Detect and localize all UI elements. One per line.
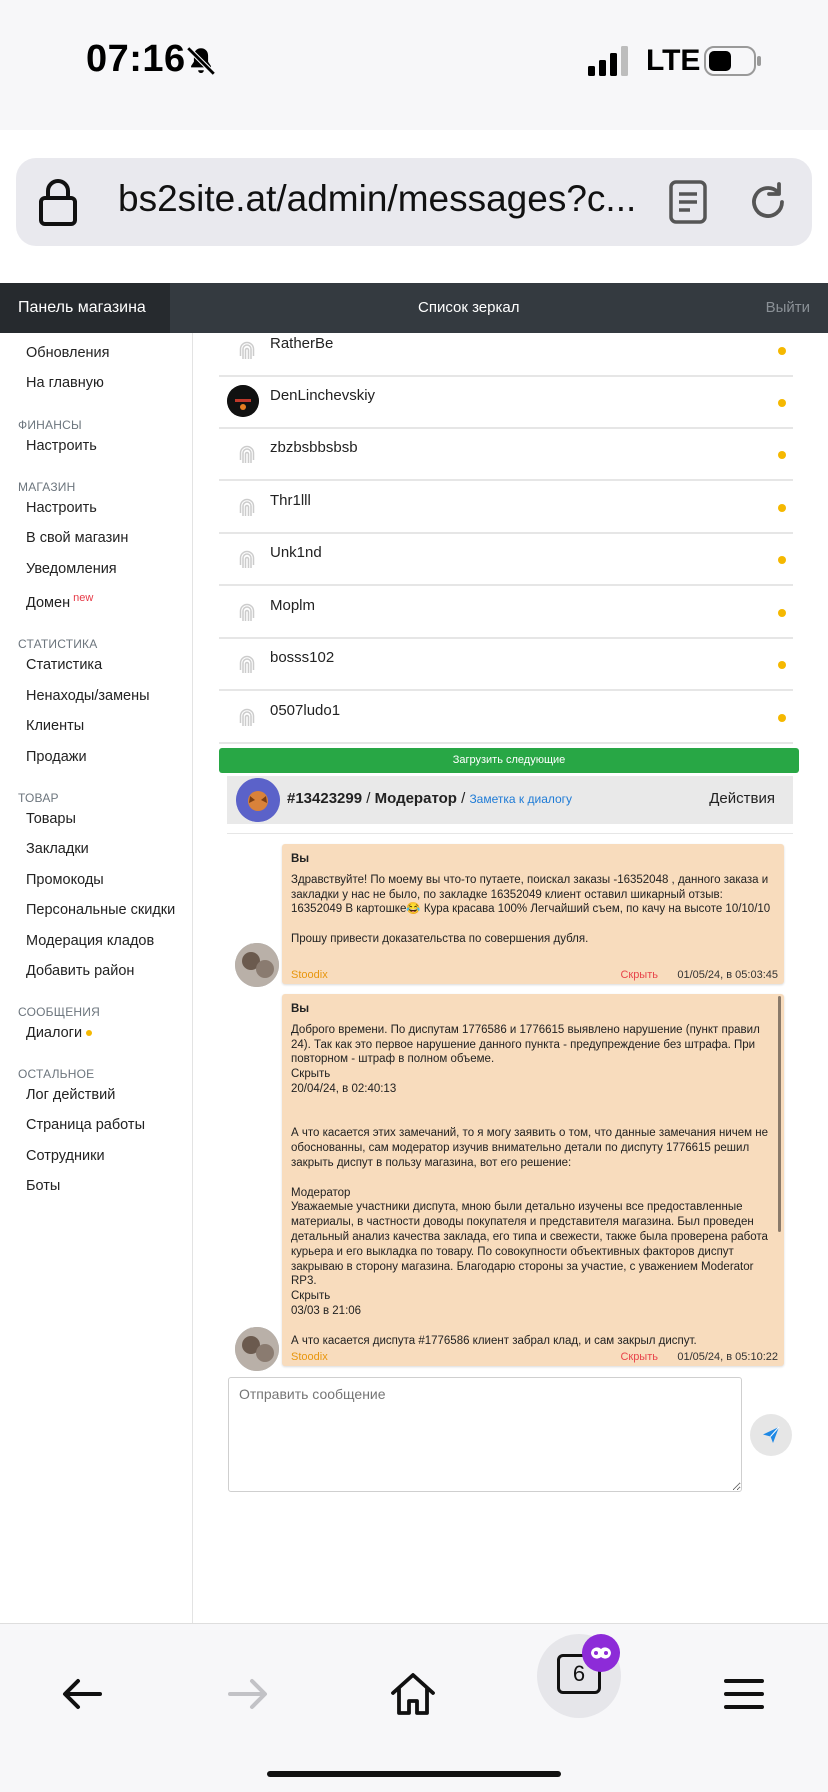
fingerprint-avatar-icon xyxy=(235,706,259,730)
sidebar-item-shop-settings[interactable]: Настроить xyxy=(26,500,97,516)
sidebar-section-finance: ФИНАНСЫ xyxy=(18,418,82,432)
status-dot xyxy=(778,556,786,564)
chat-role: Модератор xyxy=(374,790,457,807)
dialog-row[interactable] xyxy=(219,377,793,429)
url-text[interactable]: bs2site.at/admin/messages?c... xyxy=(118,178,637,219)
sidebar-item-bots[interactable]: Боты xyxy=(26,1178,61,1194)
sidebar-item-domain[interactable] xyxy=(26,592,93,611)
message-body: Здравствуйте! По моему вы что-то путаете, поискал заказы -16352048 , данного заказа и закладки у нас не было, по закладке 16352049 клиент оставил шикарный отзыв: 16352049 В картошке😂 Кура красава 100% Легчайший съем, по качу на высоте 10/10/10 Прошу привести доказательства по совершения дубля. xyxy=(291,873,771,945)
status-dot xyxy=(778,504,786,512)
message-bubble xyxy=(282,994,784,1366)
sidebar-item-updates[interactable]: Обновления xyxy=(26,345,110,361)
unread-dot xyxy=(86,1030,92,1036)
dialog-row[interactable] xyxy=(219,482,793,534)
avatar xyxy=(227,385,259,417)
fingerprint-avatar-icon xyxy=(235,443,259,467)
sidebar-item-my-shop[interactable]: В свой магазин xyxy=(26,530,129,546)
sidebar-item-statistics[interactable]: Статистика xyxy=(26,657,103,673)
sidebar-item-dialogs[interactable] xyxy=(26,1025,92,1041)
message-sender: Stoodix xyxy=(291,969,328,981)
status-dot xyxy=(778,399,786,407)
message-scrollbar[interactable] xyxy=(778,996,781,1232)
address-bar[interactable] xyxy=(16,158,812,246)
dialog-row[interactable] xyxy=(219,534,793,586)
sidebar-section-stats: СТАТИСТИКА xyxy=(18,637,98,651)
dialog-name: 0507ludo1 xyxy=(270,702,341,719)
sidebar-item-sales[interactable]: Продажи xyxy=(26,749,87,765)
mirrors-link[interactable]: Список зеркал xyxy=(418,299,520,316)
send-icon xyxy=(761,1425,781,1445)
sidebar-item-replacements[interactable]: Ненаходы/замены xyxy=(26,688,150,704)
fingerprint-avatar-icon xyxy=(235,496,259,520)
message-bubble xyxy=(282,844,784,984)
chat-title-sep: / xyxy=(366,790,371,807)
dialog-name: bosss102 xyxy=(270,649,335,666)
dialog-row[interactable] xyxy=(219,325,793,377)
hide-link[interactable]: Скрыть xyxy=(620,1351,658,1363)
message-footer xyxy=(291,1350,778,1364)
load-more-button[interactable]: Загрузить следующие xyxy=(219,748,799,773)
dialog-row[interactable] xyxy=(219,639,793,691)
sidebar-item-work-page[interactable]: Страница работы xyxy=(26,1117,145,1133)
message-time: 01/05/24, в 05:03:45 xyxy=(677,969,778,981)
dialog-row[interactable] xyxy=(219,692,793,744)
sidebar-item-dialogs-label: Диалоги xyxy=(26,1025,83,1041)
dialog-name: Moplm xyxy=(270,597,316,614)
dialog-name: zbzbsbbsbsb xyxy=(270,439,358,456)
status-dot xyxy=(778,347,786,355)
message-footer xyxy=(291,968,778,982)
sidebar-item-home[interactable]: На главную xyxy=(26,375,104,391)
dialog-note-link[interactable]: Заметка к диалогу xyxy=(469,792,573,806)
sidebar-item-promocodes[interactable]: Промокоды xyxy=(26,872,104,888)
chat-title-sep: / xyxy=(461,790,466,807)
reload-icon[interactable] xyxy=(746,180,790,224)
battery-icon xyxy=(704,46,762,76)
browser-toolbar xyxy=(0,1623,828,1792)
status-dot xyxy=(778,609,786,617)
sidebar-section-messages: СООБЩЕНИЯ xyxy=(18,1005,100,1019)
sidebar-item-staff[interactable]: Сотрудники xyxy=(26,1148,105,1164)
private-browsing-icon xyxy=(582,1634,620,1672)
message-body: Доброго времени. По диспутам 1776586 и 1776615 выявлено нарушение (пункт правил 24). Так как это первое нарушение данного пункта - предупреждение без штрафа. При повторном - штраф в полном объеме. Скрыть 20/04/24, в 02:40:13 А что касается этих замечаний, то я могу заявить о том, что данные замечания ничем не обоснованны, сам модератор изучив внимательно детали по диспуту 1776615 решил закрыть диспут в пользу магазина, вот его решение: Модератор Уважаемые участники диспута, мною были детально изучены все предоставленные материалы, в частности доводы покупателя и представителя магазина. Был проведен детальный анализ качества заклада, его типа и свежести, также была проверена работа курьера и его выкладка по товару. По совокупности объективных факторов диспут закрываю в сторону магазина. Благодарю стороны за участие, с уважением Moderator RP3. Скрыть 03/03 в 21:06 А что касается диспута #1776586 клиент забрал клад, и сам закрыл диспут. xyxy=(291,1023,769,1347)
message-author: Вы xyxy=(291,853,310,865)
divider xyxy=(227,833,793,834)
home-indicator xyxy=(267,1771,561,1777)
network-type: LTE xyxy=(646,44,701,77)
message-author: Вы xyxy=(291,1003,310,1015)
avatar xyxy=(235,943,279,987)
sidebar-item-add-district[interactable]: Добавить район xyxy=(26,963,135,979)
sidebar-item-finance-settings[interactable]: Настроить xyxy=(26,438,97,454)
hide-link[interactable]: Скрыть xyxy=(620,969,658,981)
sidebar-section-goods: ТОВАР xyxy=(18,791,59,805)
sidebar xyxy=(0,333,193,1623)
signal-icon xyxy=(588,46,630,76)
sidebar-item-moderation[interactable]: Модерация кладов xyxy=(26,933,155,949)
chat-header xyxy=(227,776,793,824)
message-sender: Stoodix xyxy=(291,1351,328,1363)
chat-id: #13423299 xyxy=(287,790,363,807)
message-time: 01/05/24, в 05:10:22 xyxy=(677,1351,778,1363)
status-dot xyxy=(778,451,786,459)
send-button[interactable] xyxy=(750,1414,792,1456)
nav-brand[interactable]: Панель магазина xyxy=(0,283,170,333)
back-arrow-icon[interactable] xyxy=(56,1668,108,1720)
menu-icon[interactable] xyxy=(718,1668,770,1720)
dialog-name: Unk1nd xyxy=(270,544,322,561)
home-icon[interactable] xyxy=(387,1668,439,1720)
dialog-row[interactable] xyxy=(219,429,793,481)
forward-arrow-icon[interactable] xyxy=(222,1668,274,1720)
new-badge: new xyxy=(73,592,94,604)
avatar xyxy=(236,778,280,822)
dialog-row[interactable] xyxy=(219,587,793,639)
sidebar-item-clients[interactable]: Клиенты xyxy=(26,718,85,734)
fingerprint-avatar-icon xyxy=(235,339,259,363)
message-input[interactable] xyxy=(228,1377,742,1492)
dialog-name: Thr1lll xyxy=(270,492,311,509)
bell-muted-icon xyxy=(184,44,218,78)
sidebar-item-products[interactable]: Товары xyxy=(26,811,76,827)
reader-mode-icon[interactable] xyxy=(668,180,708,224)
tabs-count: 6 xyxy=(557,1654,601,1694)
status-time: 07:16 xyxy=(86,38,186,80)
fingerprint-avatar-icon xyxy=(235,653,259,677)
fingerprint-avatar-icon xyxy=(235,548,259,572)
avatar xyxy=(235,1327,279,1371)
sidebar-item-action-log[interactable]: Лог действий xyxy=(26,1087,116,1103)
sidebar-item-stashes[interactable]: Закладки xyxy=(26,841,89,857)
logout-link[interactable]: Выйти xyxy=(765,299,810,316)
actions-dropdown[interactable]: Действия xyxy=(709,790,775,807)
sidebar-section-shop: МАГАЗИН xyxy=(18,480,76,494)
fingerprint-avatar-icon xyxy=(235,601,259,625)
dialog-name: RatherBe xyxy=(270,335,334,352)
dialog-name: DenLinchevskiy xyxy=(270,387,376,404)
status-dot xyxy=(778,661,786,669)
sidebar-section-other: ОСТАЛЬНОЕ xyxy=(18,1067,95,1081)
status-dot xyxy=(778,714,786,722)
sidebar-item-domain-label: Домен xyxy=(26,594,71,611)
status-bar xyxy=(0,0,828,130)
sidebar-item-personal-discounts[interactable]: Персональные скидки xyxy=(26,902,176,918)
sidebar-item-notifications[interactable]: Уведомления xyxy=(26,561,117,577)
chat-title xyxy=(287,790,572,807)
lock-icon xyxy=(38,178,78,226)
